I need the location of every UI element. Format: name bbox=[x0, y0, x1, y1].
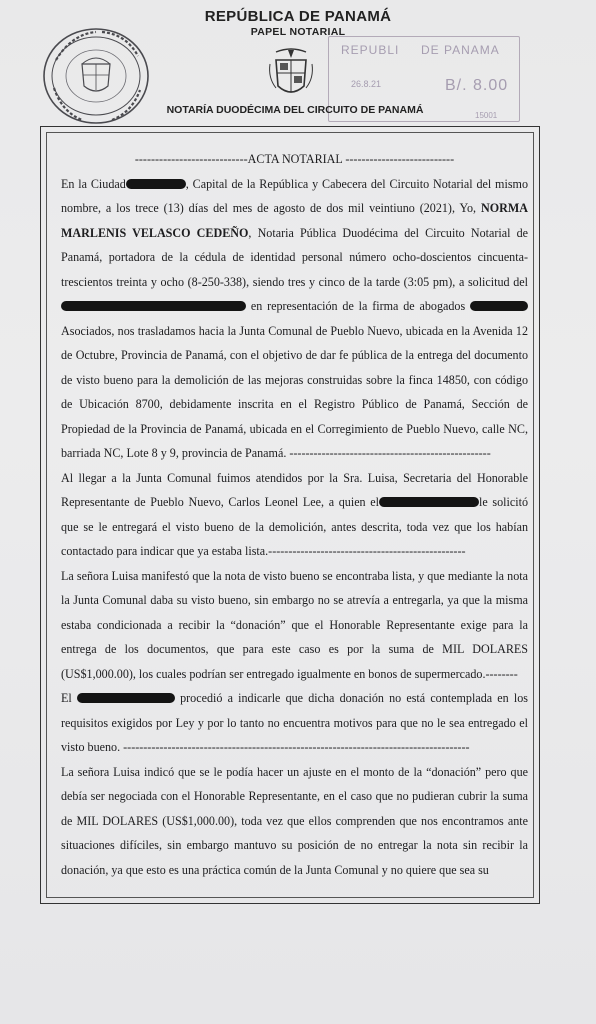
redaction-mark bbox=[126, 179, 186, 189]
stamp-panama-text: DE PANAMA bbox=[421, 43, 500, 57]
notary-seal-icon bbox=[42, 26, 150, 126]
p2-text-a: Al llegar a la Junta Comunal fuimos atendidos por la Sra. Luisa, Secretaria del Honorable Representante de Pueblo Nuevo, Carlos Leonel Lee, a quien el bbox=[61, 470, 528, 509]
p1-text-e: Asociados, nos trasladamos hacia la Junta Comunal de Pueblo Nuevo, ubicada en la Avenida 12 de Octubre, Provincia de Panamá, con el objetivo de dar fe pública de la entrega del documento de visto bueno para la demolición de las mejoras construidas sobre la finca 14850, con código de Ubicación 8700, debidamente inscrita en el Registro Público de Panamá, Sección de Propiedad de la Provincia de Panamá, ubicada en el Corregimiento de Pueblo Nuevo, calle NC, barriada NC, Lote 8 y 9, provincia de Panamá. -------------------------------------------------- bbox=[61, 323, 528, 460]
paragraph-5: La señora Luisa indicó que se le podía hacer un ajuste en el monto de la “donación” pero que debía ser negociada con el Honorable Representante, en el caso que no pudieran cubrir la suma de MIL DOLARES (US$1,000.00), toda vez que ellos comprenden que nos encontramos ante situaciones difíciles, sin embargo mantuvo su posición de no entregar la nota sin recibir la donación, ya que esto es una práctica común de la Junta Comunal y no quiere que sea su bbox=[61, 764, 528, 877]
document-body bbox=[61, 147, 528, 882]
republic-title: REPÚBLICA DE PANAMÁ bbox=[204, 8, 392, 25]
p1-text-c: , Notaria Pública Duodécima del Circuito Notarial de Panamá, portadora de la cédula de identidad personal número ocho-doscientos cincuenta-trescientos treinta y ocho (8-250-338), siendo tres y cinco de la tarde (3:05 pm), a solicitud del bbox=[61, 225, 529, 289]
p1-text-a: En la Ciudad bbox=[61, 176, 126, 191]
p4-text-b: procedió a indicarle que dicha donación no está contemplada en los requisitos exigidos por Ley y por lo tanto no encuentra motivos para que no le sea entregado el visto bueno. -------------------------------------------------------------------------------------- bbox=[61, 691, 528, 754]
p2-text-b: le solicitó que se le entregará el visto bueno de la demolición, antes descrita, toda vez que los habían contactado para indicar que ya estaba lista.------------------------------------------------- bbox=[61, 495, 528, 558]
stamp-amount: B/. 8.00 bbox=[445, 77, 509, 94]
notary-office-title: NOTARÍA DUODÉCIMA DEL CIRCUITO DE PANAMÁ bbox=[166, 104, 424, 116]
redaction-mark bbox=[77, 693, 175, 703]
paragraph-3: La señora Luisa manifestó que la nota de visto bueno se encontraba lista, y que mediante la nota la Junta Comunal daba su visto bueno, sin embargo no se atrevía a entregarla, ya que la misma estaba condicionada a recibir la “donación” que el Honorable Representante exige para la entrega de los documentos, que para este caso es por la suma de MIL DOLARES (US$1,000.00), los cuales podrían ser entregado igualmente en bonos de supermercado.-------- bbox=[61, 568, 528, 681]
stamp-republic-text: REPUBLI bbox=[341, 43, 400, 57]
stamp-date: 26.8.21 bbox=[351, 79, 382, 89]
paper-type-label: PAPEL NOTARIAL bbox=[250, 26, 346, 38]
redaction-mark bbox=[379, 497, 479, 507]
coat-of-arms-icon bbox=[266, 48, 316, 102]
redaction-mark bbox=[61, 301, 246, 311]
paragraph-4 bbox=[61, 686, 528, 760]
document-heading: ----------------------------ACTA NOTARIAL --------------------------- bbox=[134, 152, 455, 166]
p4-text-a: El bbox=[61, 691, 72, 705]
paragraph-2 bbox=[61, 466, 528, 564]
redaction-mark bbox=[470, 301, 528, 311]
p1-text-d: en representación de la firma de abogados bbox=[246, 299, 470, 313]
p1-text-b: , Capital de la República y Cabecera del Circuito Notarial del mismo nombre, a los trece (13) días del mes de agosto de dos mil veintiuno (2021), Yo, bbox=[61, 176, 528, 215]
paragraph-1 bbox=[61, 172, 528, 466]
stamp-code: 15001 bbox=[475, 111, 498, 120]
notary-name: NORMA MARLENIS VELASCO CEDEÑO bbox=[61, 201, 528, 240]
